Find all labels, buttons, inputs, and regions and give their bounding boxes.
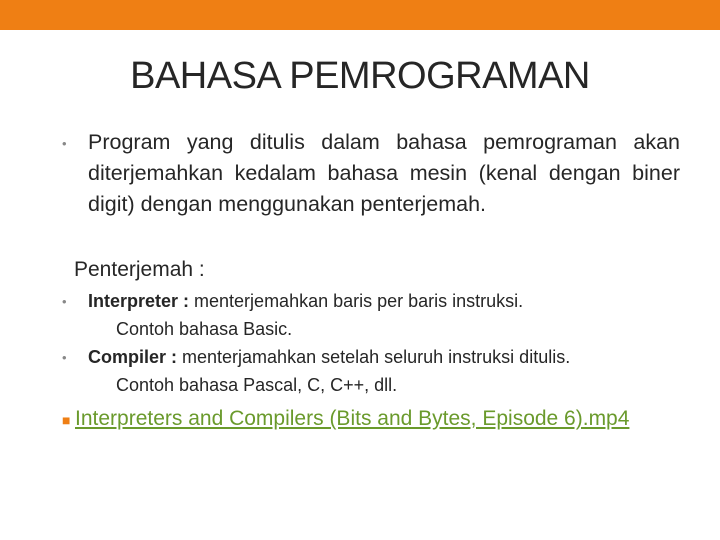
interpreter-item xyxy=(88,287,688,343)
interpreter-description: menterjemahkan baris per baris instruksi. xyxy=(189,291,524,311)
bullet-dot-icon: • xyxy=(62,294,67,309)
interpreter-example: Contoh bahasa Basic. xyxy=(116,319,293,339)
compiler-example: Contoh bahasa Pascal, C, C++, dll. xyxy=(116,375,398,395)
bullet-dot-icon: • xyxy=(62,136,67,151)
top-accent-bar xyxy=(0,0,720,30)
video-link[interactable]: Interpreters and Compilers (Bits and Bytes, Episode 6).mp4 xyxy=(75,407,630,430)
translator-heading: Penterjemah : xyxy=(74,258,205,281)
compiler-item xyxy=(88,343,688,399)
interpreter-term: Interpreter : xyxy=(88,291,190,311)
slide-title: BAHASA PEMROGRAMAN xyxy=(130,55,590,97)
square-bullet-icon: ■ xyxy=(62,412,71,428)
bullet-dot-icon: • xyxy=(62,350,67,365)
compiler-description: menterjamahkan setelah seluruh instruksi ditulis. xyxy=(177,347,571,367)
intro-paragraph: Program yang ditulis dalam bahasa pemrograman akan diterjemahkan kedalam bahasa mesin (kenal dengan biner digit) dengan menggunakan penterjemah. xyxy=(88,130,680,216)
compiler-term: Compiler : xyxy=(88,347,178,367)
